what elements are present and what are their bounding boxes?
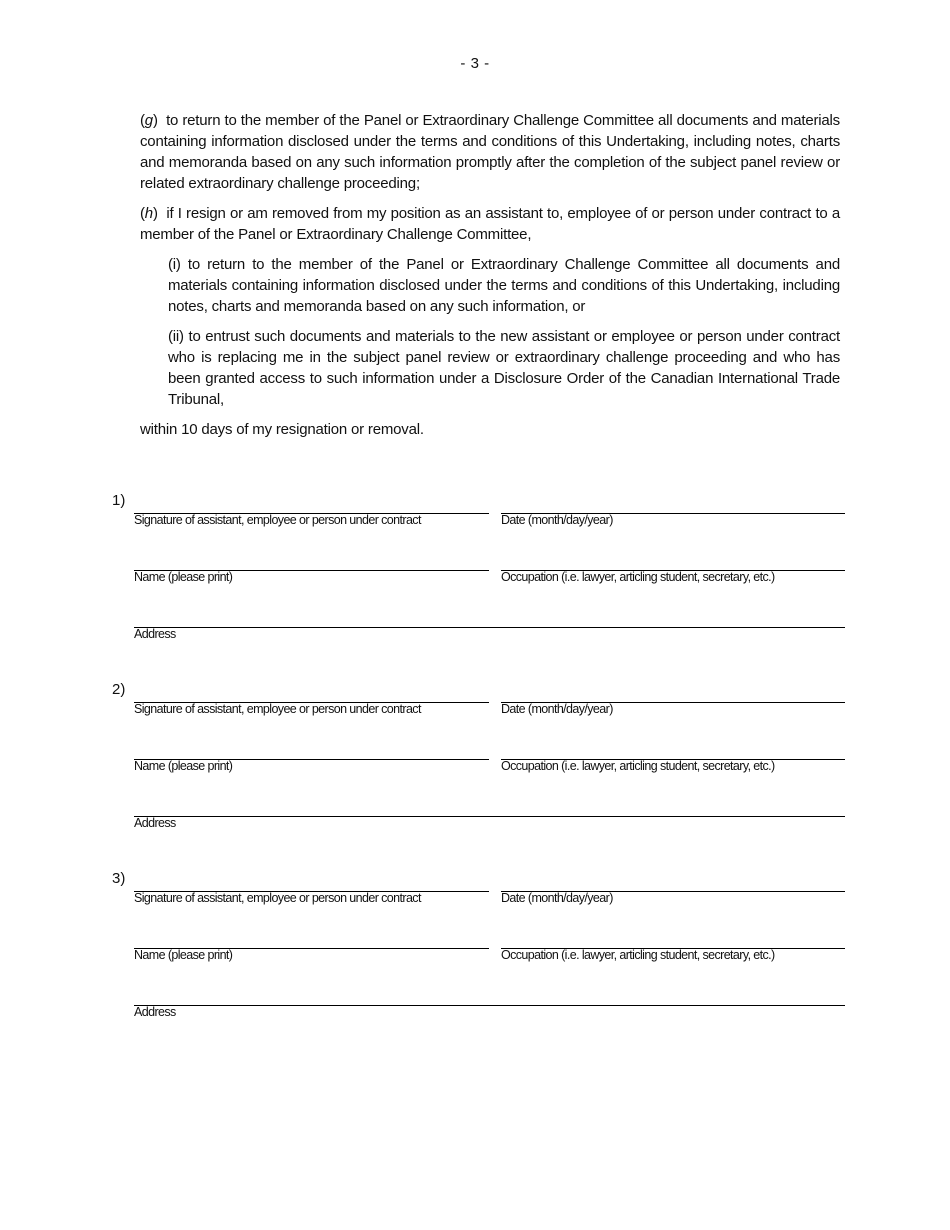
signature-block-number: 2) — [112, 681, 126, 698]
paragraph-h-label: h — [144, 205, 153, 222]
signature-label: Signature of assistant, employee or person under contract — [134, 513, 421, 527]
paragraph-g: (g) to return to the member of the Panel or Extraordinary Challenge Committee all documents and materials containing information disclosed under the terms and conditions of this Undertaking, including notes, charts and memoranda based on any such information promptly after the completion of the subject panel review or related extraordinary challenge proceeding; — [140, 112, 840, 192]
name-label: Name (please print) — [134, 570, 233, 584]
signature-label: Signature of assistant, employee or person under contract — [134, 702, 421, 716]
occupation-label: Occupation (i.e. lawyer, articling student, secretary, etc.) — [501, 948, 775, 962]
signature-block-1 — [112, 492, 852, 652]
date-label: Date (month/day/year) — [501, 513, 613, 527]
paragraph-h-text: if I resign or am removed from my position as an assistant to, employee of or person under contract to a member of the Panel or Extraordinary Challenge Committee, — [140, 205, 841, 243]
paragraph-h-i: (i) to return to the member of the Panel or Extraordinary Challenge Committee all documents and materials containing information disclosed under the terms and conditions of this Undertaking, including notes, charts and memoranda based on any such information, or — [168, 256, 840, 315]
signature-block-2 — [112, 681, 852, 841]
date-label: Date (month/day/year) — [501, 891, 613, 905]
name-label: Name (please print) — [134, 948, 233, 962]
paragraph-h-ii: (ii) to entrust such documents and materials to the new assistant or employee or person under contract who is replacing me in the subject panel review or extraordinary challenge proceeding and who has been granted access to such information under a Disclosure Order of the Canadian International Trade Tribunal, — [168, 328, 840, 408]
signature-block-3 — [112, 870, 852, 1030]
undertaking-text — [140, 110, 840, 449]
signature-block-number: 3) — [112, 870, 126, 887]
occupation-label: Occupation (i.e. lawyer, articling student, secretary, etc.) — [501, 570, 775, 584]
paragraph-g-text: to return to the member of the Panel or Extraordinary Challenge Committee all documents and materials containing information disclosed under the terms and conditions of this Undertaking, including notes, charts and memoranda based on any such information promptly after the completion of the subject panel review or related extraordinary challenge proceeding; — [140, 112, 840, 192]
closing-line: within 10 days of my resignation or removal. — [140, 421, 424, 438]
address-field[interactable] — [134, 1005, 845, 1006]
paragraph-h: (h) if I resign or am removed from my position as an assistant to, employee of or person under contract to a member of the Panel or Extraordinary Challenge Committee, — [140, 205, 841, 243]
page-number: - 3 - — [460, 55, 490, 72]
signature-block-number: 1) — [112, 492, 126, 509]
address-field[interactable] — [134, 627, 845, 628]
date-label: Date (month/day/year) — [501, 702, 613, 716]
address-label: Address — [134, 816, 176, 830]
address-field[interactable] — [134, 816, 845, 817]
address-label: Address — [134, 1005, 176, 1019]
signature-label: Signature of assistant, employee or person under contract — [134, 891, 421, 905]
paragraph-g-label: g — [144, 112, 153, 129]
name-label: Name (please print) — [134, 759, 233, 773]
address-label: Address — [134, 627, 176, 641]
occupation-label: Occupation (i.e. lawyer, articling student, secretary, etc.) — [501, 759, 775, 773]
